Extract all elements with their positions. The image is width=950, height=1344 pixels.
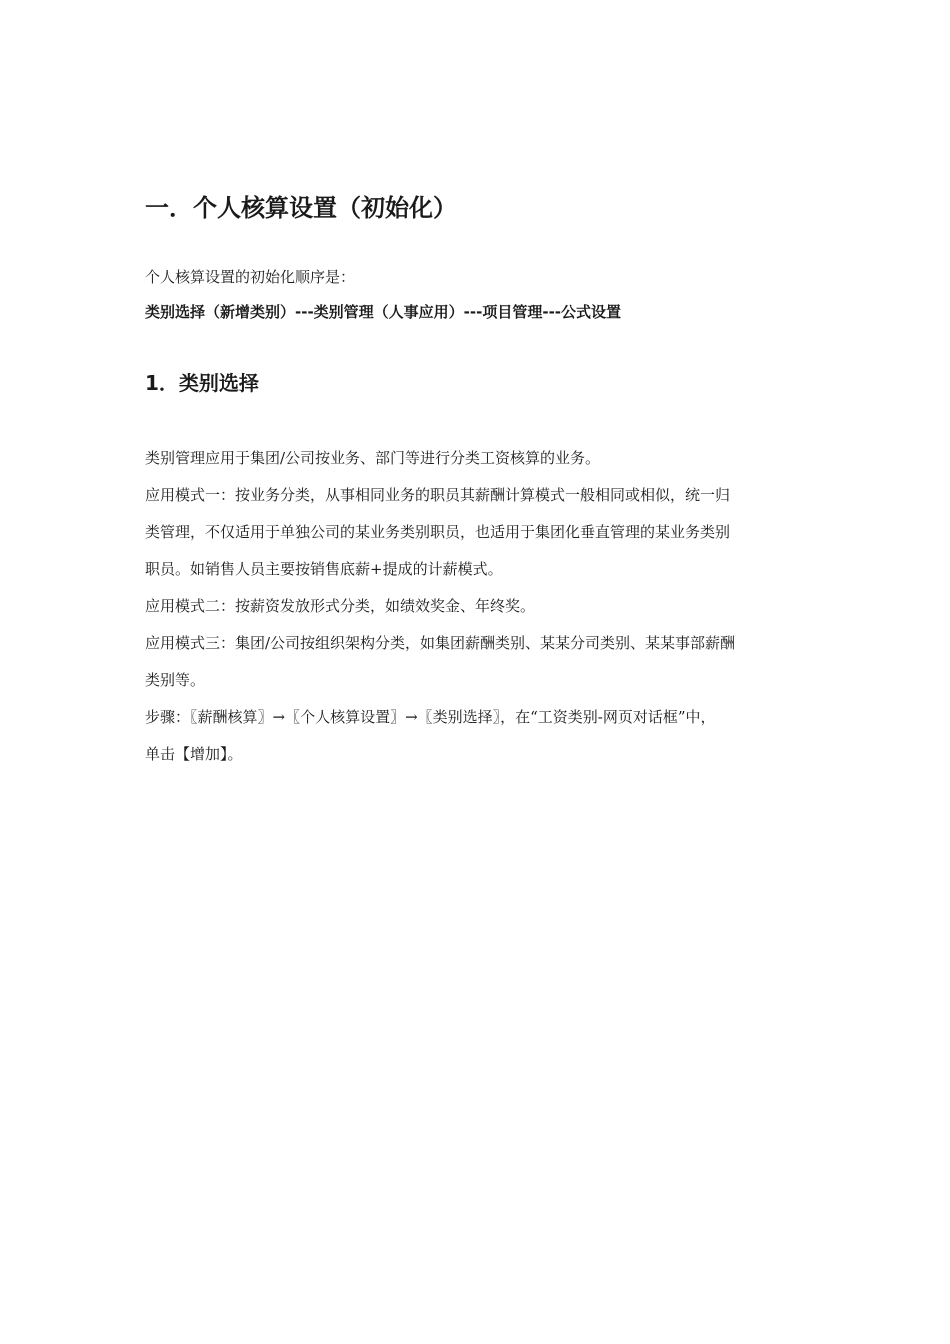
subsection-title: 1．类别选择 [145,371,259,395]
paragraph-line: 应用模式三：集团/公司按组织架构分类，如集团薪酬类别、某某分司类别、某某事部薪酬 [145,634,736,652]
paragraph-line: 应用模式二：按薪资发放形式分类，如绩效奖金、年终奖。 [145,597,536,615]
setup-sequence: 类别选择（新增类别）---类别管理（人事应用）---项目管理---公式设置 [145,303,622,321]
paragraph-line: 类别等。 [145,671,206,689]
paragraph-line: 类管理，不仅适用于单独公司的某业务类别职员，也适用于集团化垂直管理的某业务类别 [145,523,731,541]
paragraph-line: 职员。如销售人员主要按销售底薪+提成的计薪模式。 [145,560,503,578]
paragraph-line: 步骤：〖薪酬核算〗→〖个人核算设置〗→〖类别选择〗，在“工资类别-网页对话框”中， [145,708,716,726]
intro-text: 个人核算设置的初始化顺序是： [145,268,356,286]
section-title: 一．个人核算设置（初始化） [145,194,457,222]
paragraph-line: 类别管理应用于集团/公司按业务、部门等进行分类工资核算的业务。 [145,449,601,467]
paragraph-line: 单击【增加】。 [145,745,243,763]
paragraph-line: 应用模式一：按业务分类，从事相同业务的职员其薪酬计算模式一般相同或相似，统一归 [145,486,731,504]
